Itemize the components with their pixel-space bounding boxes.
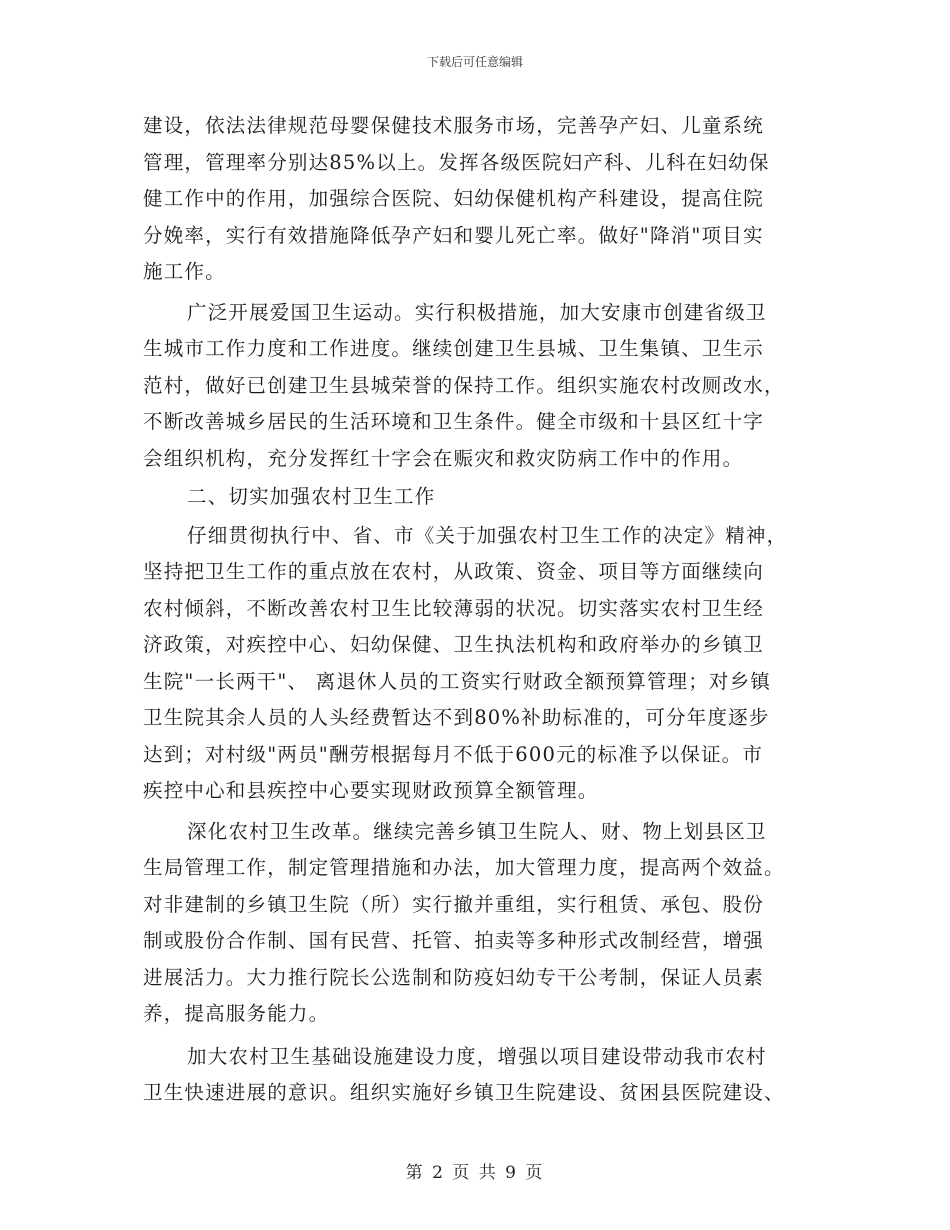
text-line: 对非建制的乡镇卫生院（所）实行撤并重组，实行租赁、承包、股份 bbox=[143, 892, 765, 916]
paragraph bbox=[143, 518, 813, 810]
paragraph bbox=[143, 295, 813, 478]
text-line: 生院"一长两干"、 离退休人员的工资实行财政全额预算管理；对乡镇 bbox=[143, 669, 772, 693]
text-line: 生局管理工作，制定管理措施和办法，加大管理力度，提高两个效益。 bbox=[143, 856, 785, 879]
paragraph bbox=[143, 108, 813, 291]
text-line: 养，提高服务能力。 bbox=[143, 1002, 330, 1025]
text-line: 不断改善城乡居民的生活环境和卫生条件。健全市级和十县区红十字 bbox=[143, 410, 765, 433]
text-line: 分娩率，实行有效措施降低孕产妇和婴儿死亡率。做好"降消"项目实 bbox=[143, 223, 764, 247]
text-line: 仔细贯彻执行中、省、市《关于加强农村卫生工作的决定》精神， bbox=[187, 523, 788, 547]
text-line: 进展活力。大力推行院长公选制和防疫妇幼专干公考制，保证人员素 bbox=[143, 965, 765, 989]
heading-text: 二、切实加强农村卫生工作 bbox=[187, 485, 436, 508]
text-line: 管理，管理率分别达85%以上。发挥各级医院妇产科、儿科在妇幼保 bbox=[143, 150, 770, 174]
section-heading bbox=[143, 479, 813, 516]
text-line: 制或股份合作制、国有民营、托管、拍卖等多种形式改制经营，增强 bbox=[143, 929, 765, 952]
text-line: 坚持把卫生工作的重点放在农村，从政策、资金、项目等方面继续向 bbox=[143, 560, 765, 583]
text-line: 卫生院其余人员的人头经费暂达不到80%补助标准的，可分年度逐步 bbox=[143, 706, 770, 729]
text-line: 生城市工作力度和工作进度。继续创建卫生县城、卫生集镇、卫生示 bbox=[143, 337, 765, 360]
document-body bbox=[143, 108, 813, 1112]
page-header: 下载后可任意编辑 bbox=[426, 55, 523, 69]
text-line: 广泛开展爱国卫生运动。实行积极措施，加大安康市创建省级卫 bbox=[187, 300, 767, 324]
text-line: 疾控中心和县疾控中心要实现财政预算全额管理。 bbox=[143, 779, 599, 802]
text-line: 会组织机构，充分发挥红十字会在赈灾和救灾防病工作中的作用。 bbox=[143, 446, 744, 470]
text-line: 深化农村卫生改革。继续完善乡镇卫生院人、财、物上划县区卫 bbox=[187, 819, 767, 843]
text-line: 健工作中的作用，加强综合医院、妇幼保健机构产科建设，提高住院 bbox=[143, 187, 765, 210]
text-line: 施工作。 bbox=[143, 260, 226, 283]
page-number-footer: 第 2 页 共 9 页 bbox=[405, 1163, 545, 1183]
text-line: 加大农村卫生基础设施建设力度，增强以项目建设带动我市农村 bbox=[187, 1044, 767, 1068]
paragraph bbox=[143, 1039, 813, 1112]
text-line: 达到；对村级"两员"酬劳根据每月不低于600元的标准予以保证。市 bbox=[143, 742, 764, 766]
text-line: 建设，依法法律规范母婴保健技术服务市场，完善孕产妇、儿童系统 bbox=[143, 114, 765, 137]
text-line: 范村，做好已创建卫生县城荣誉的保持工作。组织实施农村改厕改水， bbox=[143, 373, 785, 397]
text-line: 卫生快速进展的意识。组织实施好乡镇卫生院建设、贫困县医院建设、 bbox=[143, 1081, 785, 1104]
paragraph bbox=[143, 814, 813, 1033]
text-line: 济政策，对疾控中心、妇幼保健、卫生执法机构和政府举办的乡镇卫 bbox=[143, 633, 765, 656]
text-line: 农村倾斜，不断改善农村卫生比较薄弱的状况。切实落实农村卫生经 bbox=[143, 596, 765, 620]
